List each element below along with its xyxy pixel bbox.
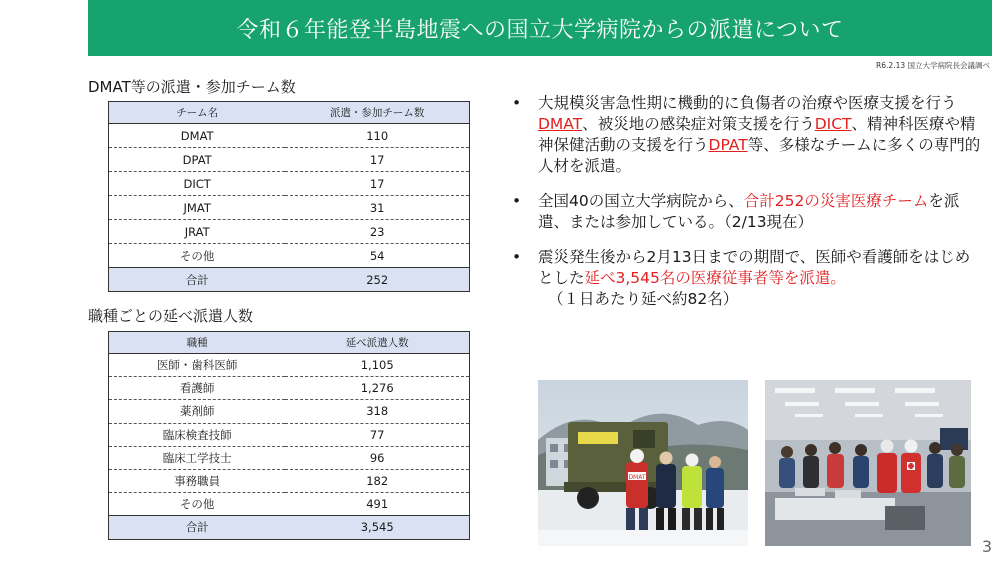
dmat-team-table: [108, 101, 470, 292]
table-row: [109, 377, 470, 400]
job-type-cell: 医師・歯科医師: [109, 354, 286, 377]
total-value-cell: 3,545: [285, 516, 469, 539]
table-header-row: [109, 332, 470, 354]
table-row: [109, 220, 470, 244]
table-row: [109, 493, 470, 516]
table-row: [109, 423, 470, 446]
team-name-cell: JMAT: [109, 196, 286, 220]
highlight-team-total: 合計252の災害医療チーム: [743, 192, 929, 210]
staff-count-cell: 318: [285, 400, 469, 423]
column-header: 延べ派遣人数: [285, 332, 469, 354]
job-type-cell: 薬剤師: [109, 400, 286, 423]
total-value-cell: 252: [285, 268, 469, 292]
source-note: R6.2.13 国立大学病院長会議調べ: [876, 61, 990, 70]
total-label-cell: 合計: [109, 268, 286, 292]
team-name-cell: その他: [109, 244, 286, 268]
job-type-cell: 事務職員: [109, 469, 286, 492]
table-row: [109, 400, 470, 423]
staff-count-cell: 491: [285, 493, 469, 516]
table-row: [109, 124, 470, 148]
table-row: [109, 244, 470, 268]
table-total-row: [109, 516, 470, 539]
bullet-text: 等、多様なチームに多くの専門的人材を派遣。: [538, 136, 981, 175]
bullet-text: 、精神科医療や精神保健活動の支援を行う: [538, 115, 976, 154]
highlight-staff-total: 延べ3,545名の医療従事者等を派遣。: [584, 269, 846, 287]
job-type-cell: その他: [109, 493, 286, 516]
bullet-item-team-total: [512, 191, 982, 233]
photo-field-dispatch: [538, 380, 748, 546]
highlight-dict: DICT: [814, 115, 852, 133]
dmat-section-title: DMAT等の派遣・参加チーム数: [88, 78, 296, 96]
team-count-cell: 17: [285, 172, 469, 196]
headquarters-image: [765, 380, 971, 546]
team-name-cell: DPAT: [109, 148, 286, 172]
team-count-cell: 23: [285, 220, 469, 244]
table-row: [109, 172, 470, 196]
team-count-cell: 54: [285, 244, 469, 268]
bullet-text: 震災発生後から2月13日までの期間で、医師や看護師をはじめとした: [538, 248, 971, 287]
job-type-cell: 臨床検査技師: [109, 423, 286, 446]
column-header: 派遣・参加チーム数: [285, 102, 469, 124]
table-header-row: [109, 102, 470, 124]
job-type-cell: 看護師: [109, 377, 286, 400]
field-dispatch-image: [538, 380, 748, 546]
page-number: 3: [981, 537, 992, 556]
staff-count-cell: 96: [285, 446, 469, 469]
table-total-row: [109, 268, 470, 292]
staff-count-cell: 1,276: [285, 377, 469, 400]
highlight-dmat: DMAT: [538, 115, 583, 133]
bullet-text: 、被災地の感染症対策支援を行う: [582, 115, 815, 133]
vest-label: DMAT: [628, 474, 646, 481]
highlight-dpat: DPAT: [708, 136, 748, 154]
table-row: [109, 354, 470, 377]
staff-dispatch-table: [108, 331, 470, 540]
team-name-cell: DMAT: [109, 124, 286, 148]
team-count-cell: 110: [285, 124, 469, 148]
total-label-cell: 合計: [109, 516, 286, 539]
bullet-text: を派遣、または参加している。（2/13現在）: [538, 192, 960, 231]
staff-count-cell: 1,105: [285, 354, 469, 377]
staff-count-cell: 77: [285, 423, 469, 446]
bullet-item-team-types: [512, 93, 982, 177]
bullet-text: 大規模災害急性期に機動的に負傷者の治療や医療支援を行う: [538, 94, 957, 112]
team-name-cell: DICT: [109, 172, 286, 196]
table-row: [109, 446, 470, 469]
column-header: チーム名: [109, 102, 286, 124]
table-row: [109, 196, 470, 220]
staff-count-cell: 182: [285, 469, 469, 492]
page-title: 令和６年能登半島地震への国立大学病院からの派遣について: [236, 17, 844, 43]
staff-section-title: 職種ごとの延べ派遣人数: [88, 307, 254, 325]
bullet-text: 全国40の国立大学病院から、: [538, 192, 744, 210]
table-row: [109, 148, 470, 172]
title-bar: [88, 0, 992, 56]
column-header: 職種: [109, 332, 286, 354]
table-row: [109, 469, 470, 492]
photo-headquarters: [765, 380, 971, 546]
team-name-cell: JRAT: [109, 220, 286, 244]
bullet-list: [512, 93, 982, 324]
job-type-cell: 臨床工学技士: [109, 446, 286, 469]
team-count-cell: 31: [285, 196, 469, 220]
team-count-cell: 17: [285, 148, 469, 172]
bullet-item-staff-total: [512, 247, 982, 310]
daily-average-note: （１日あたり延べ約82名）: [548, 290, 739, 308]
